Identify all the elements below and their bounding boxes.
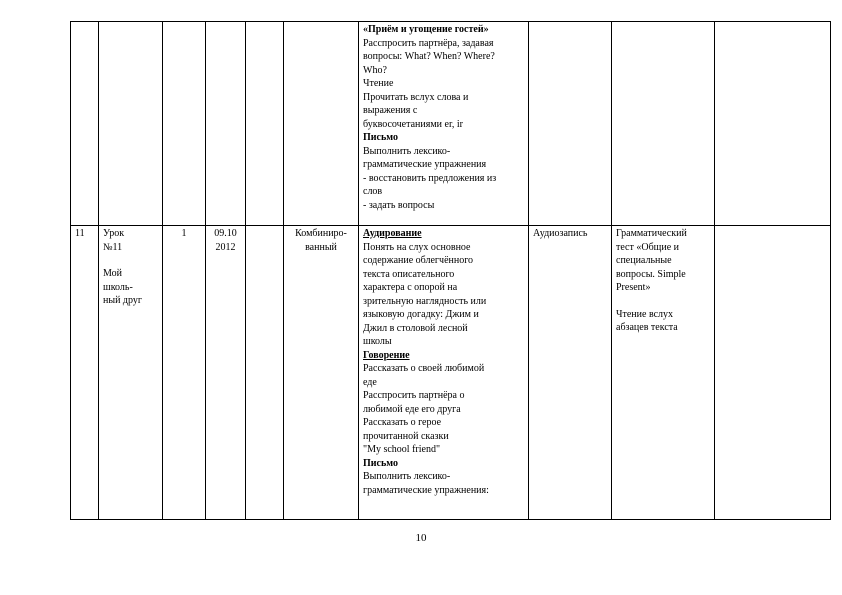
content-line: Выполнить лексико- [363, 471, 451, 482]
content-line: Who? [363, 64, 387, 76]
cell-control [612, 22, 715, 226]
cell-empty [246, 22, 284, 226]
content-line: Чтение [363, 78, 394, 89]
content-line: слов [363, 186, 383, 197]
page-number: 10 [415, 532, 427, 544]
content-line: зрительную наглядность или [363, 295, 487, 307]
cell-control: Грамматический тест «Общие и специальные вопросы. Simple Present» Чтение вслух абзацев текста [612, 226, 715, 520]
content-line: буквосочетаниями er, ir [363, 118, 464, 130]
content-line: - восстановить предложения из [363, 172, 497, 184]
content-line: выражения с [363, 105, 418, 116]
content-line: Рассказать о герое [363, 417, 442, 428]
content-line: Рассказать о своей любимой [363, 363, 485, 374]
content-line: Расспросить партнёра, задавая [363, 37, 494, 49]
cell-empty [246, 226, 284, 520]
cell-lesson [99, 22, 163, 226]
content-line: грамматические упражнения [363, 159, 487, 170]
content-line: Понять на слух основное [363, 241, 471, 253]
content-line: Джил в столовой лесной [363, 322, 468, 334]
cell-hours [163, 22, 206, 226]
content-line: - задать вопросы [363, 199, 435, 211]
cell-date: 09.10 2012 [206, 226, 246, 520]
section-heading: Аудирование [363, 228, 422, 239]
cell-num [71, 22, 99, 226]
cell-date [206, 22, 246, 226]
content-line: языковую догадку: Джим и [363, 309, 479, 320]
content-line: вопросы: What? When? Where? [363, 51, 495, 62]
cell-type: Комбиниро- ванный [284, 226, 359, 520]
content-line: грамматические упражнения: [363, 484, 489, 496]
section-heading: Письмо [363, 132, 398, 143]
cell-equipment: Аудиозапись [529, 226, 612, 520]
content-line: Прочитать вслух слова и [363, 91, 469, 103]
cell-notes [715, 226, 831, 520]
table-row [71, 22, 831, 226]
content-line: "My school friend" [363, 444, 441, 455]
cell-equipment [529, 22, 612, 226]
content-line: содержание облегчённого [363, 255, 474, 266]
cell-content [359, 226, 529, 520]
section-heading: Говорение [363, 349, 410, 361]
content-line: любимой еде его друга [363, 403, 461, 415]
content-line: Выполнить лексико- [363, 145, 451, 157]
cell-content [359, 22, 529, 226]
content-line: текста описательного [363, 268, 455, 280]
content-line: школы [363, 336, 392, 347]
cell-lesson: Урок №11 Мой школь- ный друг [99, 226, 163, 520]
lesson-plan-table [70, 21, 831, 520]
cell-hours: 1 [163, 226, 206, 520]
table-row [71, 226, 831, 520]
content-line: еде [363, 376, 377, 388]
content-line: прочитанной сказки [363, 430, 449, 442]
content-line: Расспросить партнёра о [363, 390, 465, 401]
section-heading: Письмо [363, 457, 398, 469]
content-line: характера с опорой на [363, 282, 458, 293]
content-line: «Приём и угощение гостей» [363, 24, 489, 35]
cell-num: 11 [71, 226, 99, 520]
cell-type [284, 22, 359, 226]
cell-notes [715, 22, 831, 226]
